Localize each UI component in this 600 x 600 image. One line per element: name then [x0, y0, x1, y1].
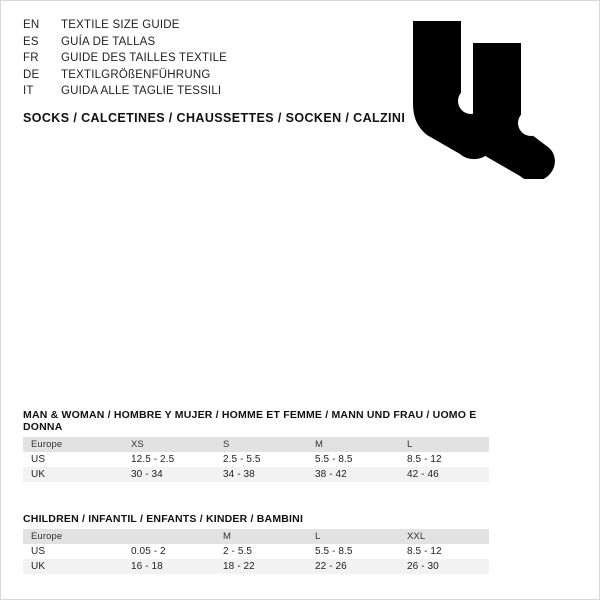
column-header: XS [123, 437, 215, 452]
cell: 26 - 30 [399, 559, 489, 574]
language-code: DE [23, 68, 40, 81]
language-code: IT [23, 85, 34, 97]
language-row-de [23, 67, 403, 84]
cell: 34 - 38 [215, 467, 307, 482]
column-header: M [215, 529, 307, 544]
language-row-en [23, 17, 403, 34]
column-header: Europe [23, 437, 123, 452]
column-header: L [399, 437, 489, 452]
column-header: L [307, 529, 399, 544]
table-row [23, 559, 489, 574]
table-header-row [23, 437, 489, 452]
language-code: ES [23, 35, 39, 48]
cell: 8.5 - 12 [399, 544, 489, 559]
cell: 5.5 - 8.5 [307, 544, 399, 559]
product-title: SOCKS / CALCETINES / CHAUSSETTES / SOCKEN / CALZINI [23, 111, 406, 125]
cell: 2.5 - 5.5 [215, 452, 307, 467]
table-row [23, 452, 489, 467]
language-text: GUIDA ALLE TAGLIE TESSILI [61, 85, 222, 97]
language-row-es [23, 34, 403, 51]
language-code: EN [23, 19, 40, 31]
language-text: TEXTILGRÖßENFÜHRUNG [61, 68, 211, 81]
cell: 5.5 - 8.5 [307, 452, 399, 467]
column-header: M [307, 437, 399, 452]
language-row-fr [23, 50, 403, 67]
cell: 18 - 22 [215, 559, 307, 574]
language-code: FR [23, 52, 39, 64]
cell: 42 - 46 [399, 467, 489, 482]
cell: 38 - 42 [307, 467, 399, 482]
cell: 30 - 34 [123, 467, 215, 482]
column-header: XXL [399, 529, 489, 544]
column-header: Europe [23, 529, 123, 544]
table-title: CHILDREN / INFANTIL / ENFANTS / KINDER / BAMBINI [23, 513, 304, 525]
language-row-it [23, 83, 403, 100]
size-table [23, 437, 489, 482]
language-text: TEXTILE SIZE GUIDE [61, 19, 180, 31]
cell: 8.5 - 12 [399, 452, 489, 467]
table-row [23, 544, 489, 559]
column-header: S [215, 437, 307, 452]
row-label: US [23, 452, 123, 467]
language-text: GUÍA DE TALLAS [61, 35, 156, 48]
row-label: US [23, 544, 123, 559]
table-header-row [23, 529, 489, 544]
size-table [23, 529, 489, 574]
cell: 22 - 26 [307, 559, 399, 574]
row-label: UK [23, 559, 123, 574]
cell: 16 - 18 [123, 559, 215, 574]
socks-illustration [401, 19, 581, 179]
cell: 0.05 - 2 [123, 544, 215, 559]
language-list [23, 17, 403, 100]
cell: 2 - 5.5 [215, 544, 307, 559]
table-man-woman [23, 409, 489, 482]
row-label: UK [23, 467, 123, 482]
table-row [23, 467, 489, 482]
column-header [123, 529, 215, 544]
table-children [23, 513, 489, 574]
language-text: GUIDE DES TAILLES TEXTILE [61, 52, 228, 64]
table-title: MAN & WOMAN / HOMBRE Y MUJER / HOMME ET FEMME / MANN UND FRAU / UOMO E DONNA [23, 409, 477, 433]
cell: 12.5 - 2.5 [123, 452, 215, 467]
